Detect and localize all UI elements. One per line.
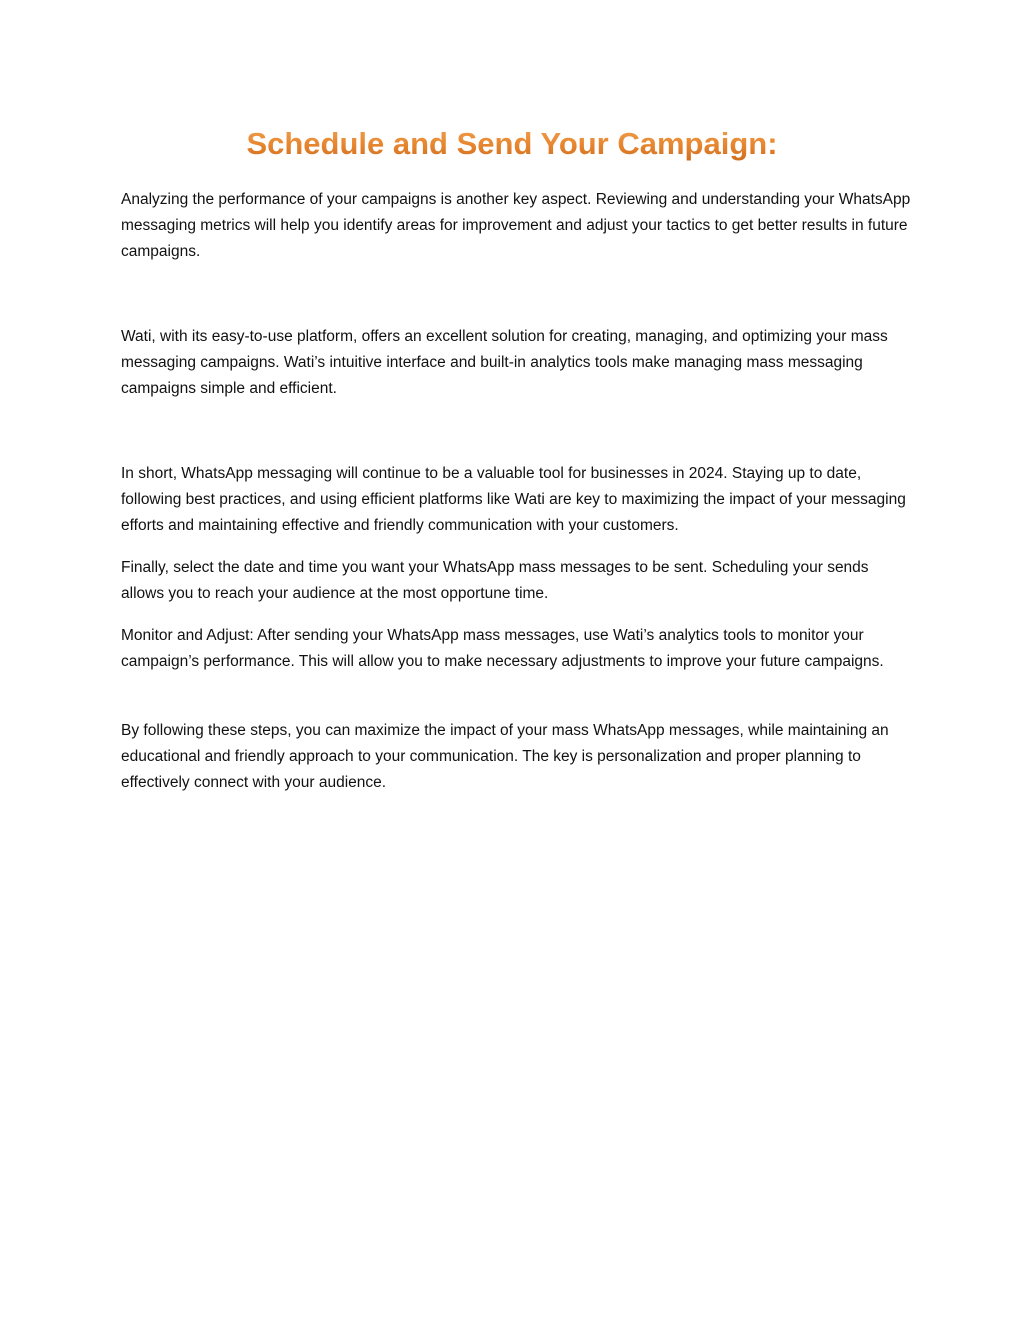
paragraph-conclusion: By following these steps, you can maximize the impact of your mass WhatsApp messages, while maintaining an educational and friendly approach to your communication. The key is personalization and proper planning to effectively connect with your audience. — [121, 722, 889, 791]
paragraph-wati-platform: Wati, with its easy-to-use platform, offers an excellent solution for creating, managing, and optimizing your mass messaging campaigns. Wati’s intuitive interface and built-in analytics tools make managing mass messaging campaigns simple and efficient. — [121, 328, 888, 397]
paragraph-monitor-adjust: Monitor and Adjust: After sending your WhatsApp mass messages, use Wati’s analytics tools to monitor your campaign’s performance. This will allow you to make necessary adjustments to improve your future campaigns. — [121, 627, 884, 670]
paragraph-analyzing-performance: Analyzing the performance of your campaigns is another key aspect. Reviewing and understanding your WhatsApp messaging metrics will help you identify areas for improvement and adjust your tactics to get better results in future campaigns. — [121, 191, 911, 260]
paragraph-schedule-sends: Finally, select the date and time you want your WhatsApp mass messages to be sent. Scheduling your sends allows you to reach your audience at the most opportune time. — [121, 559, 869, 602]
page-title: Schedule and Send Your Campaign: — [0, 122, 1024, 166]
paragraph-in-short: In short, WhatsApp messaging will continue to be a valuable tool for businesses in 2024. Staying up to date, following best practices, and using efficient platforms like Wati are key to maximizing the impact of your messaging efforts and maintaining effective and friendly communication with your customers. — [121, 465, 906, 534]
